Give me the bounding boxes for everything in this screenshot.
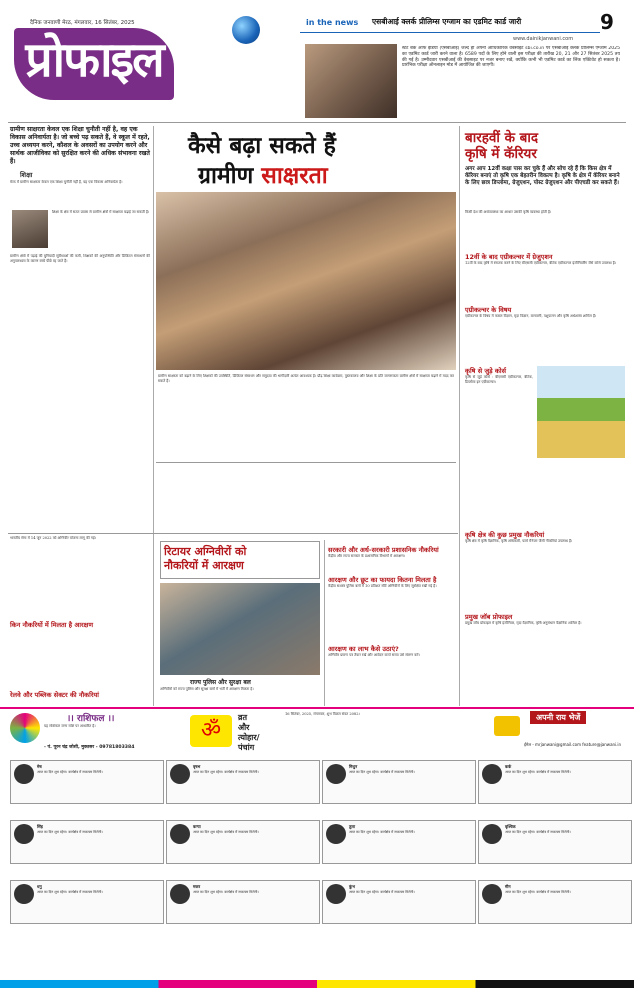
rashi-card [478,880,632,924]
rashi-name: मकर [193,884,201,889]
agniveer-title-line2: नौकरियों में आरक्षण [164,559,244,572]
lead-text-2: शिक्षा के क्षेत्र में सतत प्रयास से ग्रामीण क्षेत्रों में साक्षरता बढ़ाई जा सकती है। [52,210,150,214]
career-sub-courses: कृषि से जुड़े कोर्स [465,367,506,375]
rashi-card [10,880,164,924]
rashi-text: आज का दिन शुभ रहेगा। कार्यक्षेत्र में सफलता मिलेगी। [37,770,103,774]
crab-icon [482,764,502,784]
zodiac-wheel-icon [10,713,40,743]
career-title [465,130,538,162]
rashi-card [10,820,164,864]
career-text-4: कृषि से जुड़े कोर्स : बीएससी एग्रीकल्चर, बीटेक, डिप्लोमा इन एग्रीकल्चर। [465,375,533,384]
career-text-3: एग्रीकल्चर के विषय में फसल विज्ञान, मृदा विज्ञान, बागवानी, पशुपालन और कृषि अर्थशास्त्र शामिल हैं। [465,314,597,318]
archer-icon [14,884,34,904]
rashifal-title: ।। राशिफल ।। [67,714,115,724]
color-bar [0,980,634,988]
om-icon: ॐ [190,715,232,747]
rashi-name: मीन [505,884,511,889]
agniveer-text-3: अग्निवीर प्रमाण पत्र तैयार रखें और आवेदन करते समय उसे संलग्न करें। [328,653,420,657]
career-text-1: किसी देश की अर्थव्यवस्था का आधार उसकी कृषि व्यवस्था होती है। [465,210,552,214]
mail-icon [494,716,520,736]
literacy-photo [156,192,456,370]
agniveer-text-2: केंद्रीय सशस्त्र पुलिस बलों में 10 प्रतिशत सीटें अग्निवीरों के लिए सुरक्षित रखी गई हैं। [328,584,437,588]
rashi-name: कन्या [193,824,201,829]
rashi-card [166,880,320,924]
police-caption-text: अग्निवीरों को राज्य पुलिस और सुरक्षा बलों में भर्ती में आरक्षण मिलता है। [160,687,254,691]
agniveer-left-text: भारतीय सेना में 14 जून 2022 को अग्निवीर योजना लागू की गई। [10,536,97,540]
farming-illustration [537,366,625,458]
career-text-6: प्रमुख जॉब प्रोफाइल में कृषि इंजीनियर, मृदा वैज्ञानिक, कृषि अनुसंधान वैज्ञानिक शामिल हैं। [465,621,582,625]
feedback-email: ईमेल - mrjanwani@gmail.com feature@janwani.in [524,742,622,747]
page-number: 9 [600,10,614,34]
headline-word-literacy: साक्षरता [261,163,328,189]
career-sub-subjects: एग्रीकल्चर के विषय [465,306,512,314]
agniveer-sub-how: आरक्षण का लाभ कैसे उठाएं? [328,645,399,653]
scales-icon [326,824,346,844]
career-title-line1: बारहवीं के बाद [465,130,539,146]
career-text-5: कृषि क्षेत्र में कृषि वैज्ञानिक, कृषि अधिकारी, फार्म मैनेजर जैसी नौकरियां उपलब्ध हैं। [465,539,573,543]
rashi-card [322,760,476,804]
headline-word-rural: ग्रामीण [198,163,262,189]
career-text-2: 12वीं के बाद कृषि में स्नातक करने के लिए बीएससी एग्रीकल्चर, बीटेक एग्रीकल्चर इंजीनियरिंग जैसे कोर्स उपलब्ध हैं। [465,261,616,265]
rashi-text: आज का दिन शुभ रहेगा। कार्यक्षेत्र में सफलता मिलेगी। [193,770,259,774]
rashi-card [166,820,320,864]
career-sub-jobs: कृषि क्षेत्र की कुछ प्रमुख नौकरियां [465,531,545,539]
website-url: www.dainikjanwani.com [513,36,574,42]
rashi-card [322,820,476,864]
police-photo [160,583,320,675]
vrat-line1: व्रत [238,713,248,722]
rashi-name: कुंभ [349,884,355,889]
bull-icon [170,764,190,784]
rashi-name: कर्क [505,764,512,769]
main-body-text: ग्रामीण साक्षरता को बढ़ाने के लिए शिक्षकों की उपस्थिति, डिजिटल संसाधन और समुदाय की भागीदारी अत्यंत आवश्यक है। प्रौढ़ शिक्षा कार्यक्रम, पुस्तकालय और शिक्षा के प्रति जागरूकता ग्रामीण क्षेत्रों में साक्षरता बढ़ाने में मदद कर सकते हैं। [158,374,454,383]
agniveer-title [164,545,246,573]
rashi-text: आज का दिन शुभ रहेगा। कार्यक्षेत्र में सफलता मिलेगी। [37,830,103,834]
scorpion-icon [482,824,502,844]
pot-icon [326,884,346,904]
rashi-text: आज का दिन शुभ रहेगा। कार्यक्षेत्र में सफलता मिलेगी। [505,770,571,774]
rashi-name: वृश्चिक [505,824,516,829]
rashi-text: आज का दिन शुभ रहेगा। कार्यक्षेत्र में सफलता मिलेगी। [349,890,415,894]
rashifal-author: - पं. पूरन चंद्र जोशी, मुक्तसर - 09781803384 [44,745,135,750]
rashi-name: मेष [37,764,42,769]
rashi-name: तुला [349,824,356,829]
headline-line1: कैसे बढ़ा सकते हैं [188,133,336,159]
ram-icon [14,764,34,784]
agniveer-text-1: केंद्रीय और राज्य सरकार के प्रशासनिक विभागों में आरक्षण। [328,554,406,558]
rashi-text: आज का दिन शुभ रहेगा। कार्यक्षेत्र में सफलता मिलेगी। [505,830,571,834]
rashi-text: आज का दिन शुभ रहेगा। कार्यक्षेत्र में सफलता मिलेगी। [349,770,415,774]
career-intro: अगर आप 12वीं कक्षा पास कर चुके हैं और सोच रहे हैं कि किस क्षेत्र में कॅरियर बनाएं तो कृषि एक बेहतरीन विकल्प है। कृषि के क्षेत्र में कॅरियर बनाने के लिए छात्र डिप्लोमा, ग्रेजुएशन, पोस्ट ग्रेजुएशन और पीएचडी कर सकते हैं। [465,166,620,186]
masthead-tagline: दैनिक जनवाणी मेरठ, मंगलवार, 16 सितंबर, 2025 [30,20,135,26]
lead-intro: ग्रामीण साक्षरता केवल एक शिक्षा चुनौती नहीं है, वह एक विकास अनिवार्यता है। जो बच्चे पढ़ सकते हैं, वे स्कूल में रहते, उच्च अध्ययन करने, कौशल के अवसरों का उपयोग करने और सार्थक आजीविका को सुरक्षित करने की अधिक संभावना रखते हैं। [10,126,150,165]
lead-text-3: ग्रामीण क्षेत्रों में पढ़ाई की बुनियादी सुविधाओं की कमी, शिक्षकों की अनुपस्थिति और डिजिटल संसाधनों की अनुपलब्धता के कारण बच्चे पीछे रह जाते हैं। [10,254,150,263]
career-sub-graduation: 12वीं के बाद एग्रीकल्चर में ग्रेजुएशन [465,253,553,261]
agniveer-title-line1: रिटायर अग्निवीरों को [164,545,247,558]
rashi-card [10,760,164,804]
career-title-line2: कृषि में कॅरियर [465,146,537,162]
vrat-title [238,713,260,753]
rashifal-intro: यह राशिफल जन्म राशि पर आधारित है। [44,724,96,728]
lead-text-1: मेरठ में ग्रामीण साक्षरता केवल एक शिक्षा चुनौती नहीं है, यह एक विकास अनिवार्यता है। [10,180,123,184]
headline-line2 [198,158,328,190]
rashi-text: आज का दिन शुभ रहेगा। कार्यक्षेत्र में सफलता मिलेगी। [349,830,415,834]
rashi-card [322,880,476,924]
rashi-card [478,820,632,864]
maiden-icon [170,824,190,844]
in-the-news-label: in the news [306,18,359,27]
rashi-name: वृषभ [193,764,201,769]
byline: शिक्षा [20,171,33,179]
feedback-title: अपनी राय भेजें [530,711,586,724]
rashi-text: आज का दिन शुभ रहेगा। कार्यक्षेत्र में सफलता मिलेगी। [37,890,103,894]
agniveer-sub-railway: रेलवे और पब्लिक सेक्टर की नौकरियां [10,691,99,699]
rashi-text: आज का दिन शुभ रहेगा। कार्यक्षेत्र में सफलता मिलेगी। [193,830,259,834]
agniveer-sub-admin: सरकारी और अर्ध-सरकारी प्रशासनिक नौकरियां [328,546,439,554]
goat-icon [170,884,190,904]
fish-icon [482,884,502,904]
rashi-name: धनु [37,884,42,889]
rashi-name: मिथुन [349,764,358,769]
rashi-text: आज का दिन शुभ रहेगा। कार्यक्षेत्र में सफलता मिलेगी। [505,890,571,894]
top-story-body: स्टेट बैंक ऑफ इंडिया (एसबीआई) जल्द ही अपनी आधिकारिक वेबसाइट sbi.co.in पर एसबीआई क्लर्क प्रीलिम्स एग्जाम 2025 का एडमिट कार्ड जारी करने वाला है। 6589 पदों के लिए होने वाली इस परीक्षा की तारीख 20, 21 और 27 सितंबर 2025 तय की गई है। उम्मीदवार एसबीआई की वेबसाइट पर नजर बनाए रखें, क्योंकि कभी भी एडमिट कार्ड का लिंक एक्टिवेट हो सकता है। प्रारंभिक परीक्षा ऑनलाइन मोड में आयोजित की जाएगी। [402,46,620,69]
twins-icon [326,764,346,784]
exam-photo [305,44,397,118]
rashi-name: सिंह [37,824,43,829]
agniveer-sub-benefit: आरक्षण और छूट का फायदा कितना मिलता है [328,576,437,584]
rashi-card [478,760,632,804]
agniveer-sub-which-jobs: किन नौकरियों में मिलता है आरक्षण [10,621,94,629]
lion-icon [14,824,34,844]
career-sub-profiles: प्रमुख जॉब प्रोफाइल [465,613,513,621]
vrat-line2: और [238,723,250,732]
globe-icon [232,16,260,44]
vrat-line4: पंचांग [238,743,255,752]
panchang-text: 16 सितंबर, 2025, मंगलवार, शुभ विक्रम संवत 2082। [285,712,360,716]
author-photo [12,210,48,248]
rashi-card [166,760,320,804]
vrat-line3: त्योहार/ [238,733,260,742]
newspaper-logo: प्रोफाइल [14,28,174,100]
police-photo-caption: राज्य पुलिस और सुरक्षा बल [190,679,251,686]
top-news-headline: एसबीआई क्लर्क प्रीलिम्स एग्जाम का एडमिट कार्ड जारी [372,17,522,26]
rashi-text: आज का दिन शुभ रहेगा। कार्यक्षेत्र में सफलता मिलेगी। [193,890,259,894]
